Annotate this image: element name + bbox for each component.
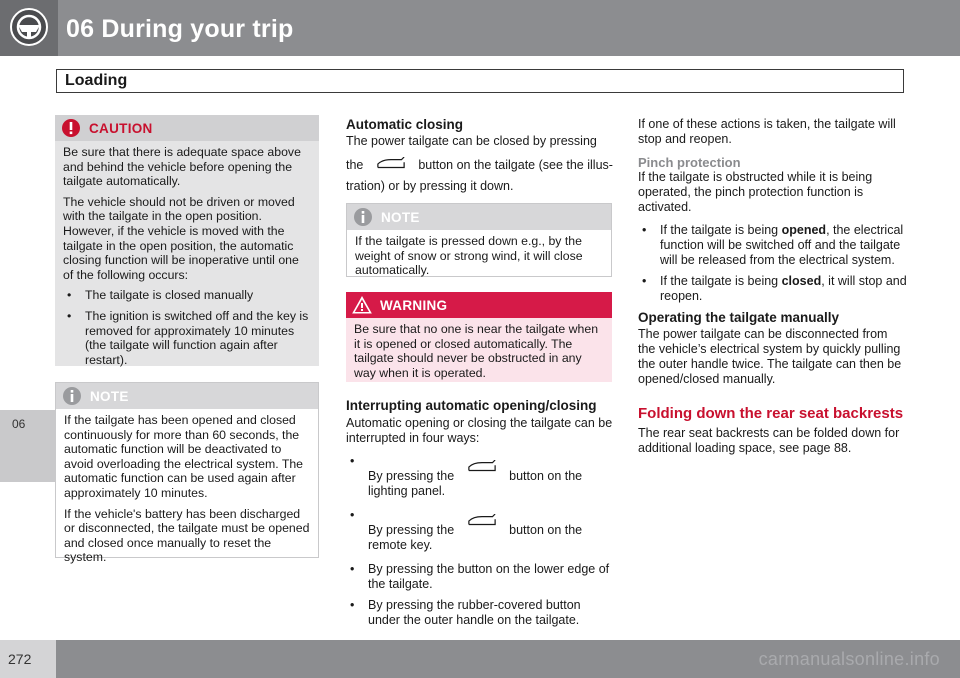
note-paragraph: If the vehicle's battery has been discharged or disconnected, the tailgate must be opened and closed once manually to reset the system.: [64, 506, 310, 565]
body-text: The power tailgate can be closed by pressing: [346, 134, 597, 148]
note-title: NOTE: [90, 389, 129, 404]
caution-box: [55, 115, 319, 366]
watermark: carmanualsonline.info: [758, 649, 940, 669]
note-paragraph: If the tailgate is pressed down e.g., by the weight of snow or strong wind, it will close automatically.: [355, 234, 583, 278]
interrupt-list: [346, 454, 614, 628]
section-title-bar: [56, 69, 904, 93]
chapter-tab: [0, 410, 56, 482]
note-header: [347, 204, 611, 230]
caution-header: [55, 115, 319, 141]
note-box: [55, 382, 319, 565]
page-header: [0, 0, 960, 56]
fold-seat-heading: Folding down the rear seat backrests: [638, 405, 904, 422]
list-item: • If the tailgate is being opened, the electrical function will be switched off and the tailgate will be released from the electrical system.: [638, 223, 908, 268]
interrupting-section: [346, 398, 614, 634]
warning-triangle-icon: [352, 295, 372, 315]
page-number-box: [0, 640, 56, 678]
logo-badge: [0, 0, 58, 56]
chapter-tab-label: 06: [12, 417, 26, 431]
body-text: button on the tailgate (see the illus-: [418, 158, 613, 172]
note-paragraph: If the tailgate has been opened and closed continuously for more than 60 seconds, the automatic function will be deactivated to avoid overloading the electrical system. The automatic function can be used again after approximately 10 minutes.: [64, 413, 304, 500]
manual-operation-heading: Operating the tailgate manually: [638, 310, 840, 325]
caution-title: CAUTION: [89, 121, 153, 136]
list-item: • By pressing the rubber-covered button under the outer handle on the tailgate.: [346, 598, 614, 628]
list-item: • The tailgate is closed manually: [63, 288, 311, 303]
body-text: Automatic opening or closing the tailgate can be interrupted in four ways:: [346, 416, 613, 445]
info-icon: [353, 207, 373, 227]
interrupting-heading: Interrupting automatic opening/closing: [346, 398, 597, 413]
body-text: If the tailgate is obstructed while it is being operated, the pinch protection function is activated.: [638, 170, 873, 214]
info-icon: [62, 386, 82, 406]
body-text: The rear seat backrests can be folded down for additional loading space, see page 88.: [638, 426, 900, 455]
list-item: • If the tailgate is being closed, it will stop and reopen.: [638, 274, 908, 304]
steering-wheel-icon: [9, 7, 49, 47]
pinch-protection-heading: Pinch protection: [638, 155, 741, 170]
list-item: • By pressing the button on the lighting panel.: [346, 454, 614, 499]
note-box: [346, 203, 612, 277]
body-text-line: [346, 157, 614, 173]
list-item: • By pressing the button on the remote key.: [346, 508, 614, 553]
chapter-title: 06 During your trip: [66, 15, 294, 43]
body-text: If one of these actions is taken, the tailgate will stop and reopen.: [638, 117, 896, 146]
warning-paragraph: Be sure that no one is near the tailgate when it is opened or closed automatically. The tailgate should never be obstructed in any way when it is operated.: [354, 322, 599, 380]
tailgate-button-icon: [373, 157, 409, 171]
list-item: • The ignition is switched off and the key is removed for approximately 10 minutes (the tailgate will function again after restart).: [63, 309, 311, 367]
body-text: The power tailgate can be disconnected from the vehicle’s electrical system by quickly pulling the outer handle twice. The tailgate can then be opened/closed manually.: [638, 327, 902, 386]
tailgate-button-icon: [464, 514, 500, 528]
page-number: 272: [8, 651, 32, 667]
section-title: Loading: [65, 72, 128, 89]
warning-box: [346, 292, 612, 382]
caution-paragraph: Be sure that there is adequate space above and behind the vehicle before opening the tailgate automatically.: [63, 145, 301, 189]
warning-header: [346, 292, 612, 318]
body-text: the: [346, 158, 364, 172]
automatic-closing-section: [346, 117, 614, 194]
body-text: tration) or by pressing it down.: [346, 179, 514, 193]
note-header: [56, 383, 318, 409]
right-column: [638, 117, 908, 462]
list-item: • By pressing the button on the lower edge of the tailgate.: [346, 562, 614, 592]
note-title: NOTE: [381, 210, 420, 225]
side-margin: [0, 56, 56, 640]
caution-paragraph: The vehicle should not be driven or moved with the tailgate in the open position. However, if the vehicle is moved with the tailgate in the open position, the automatic closing function will be inoperative until one of the following occurs:: [63, 194, 299, 282]
page-footer: [0, 640, 960, 678]
exclamation-icon: [61, 118, 81, 138]
warning-title: WARNING: [380, 298, 448, 313]
automatic-closing-heading: Automatic closing: [346, 117, 464, 132]
pinch-list: [638, 223, 908, 304]
tailgate-button-icon: [464, 460, 500, 474]
caution-list: [63, 288, 311, 367]
